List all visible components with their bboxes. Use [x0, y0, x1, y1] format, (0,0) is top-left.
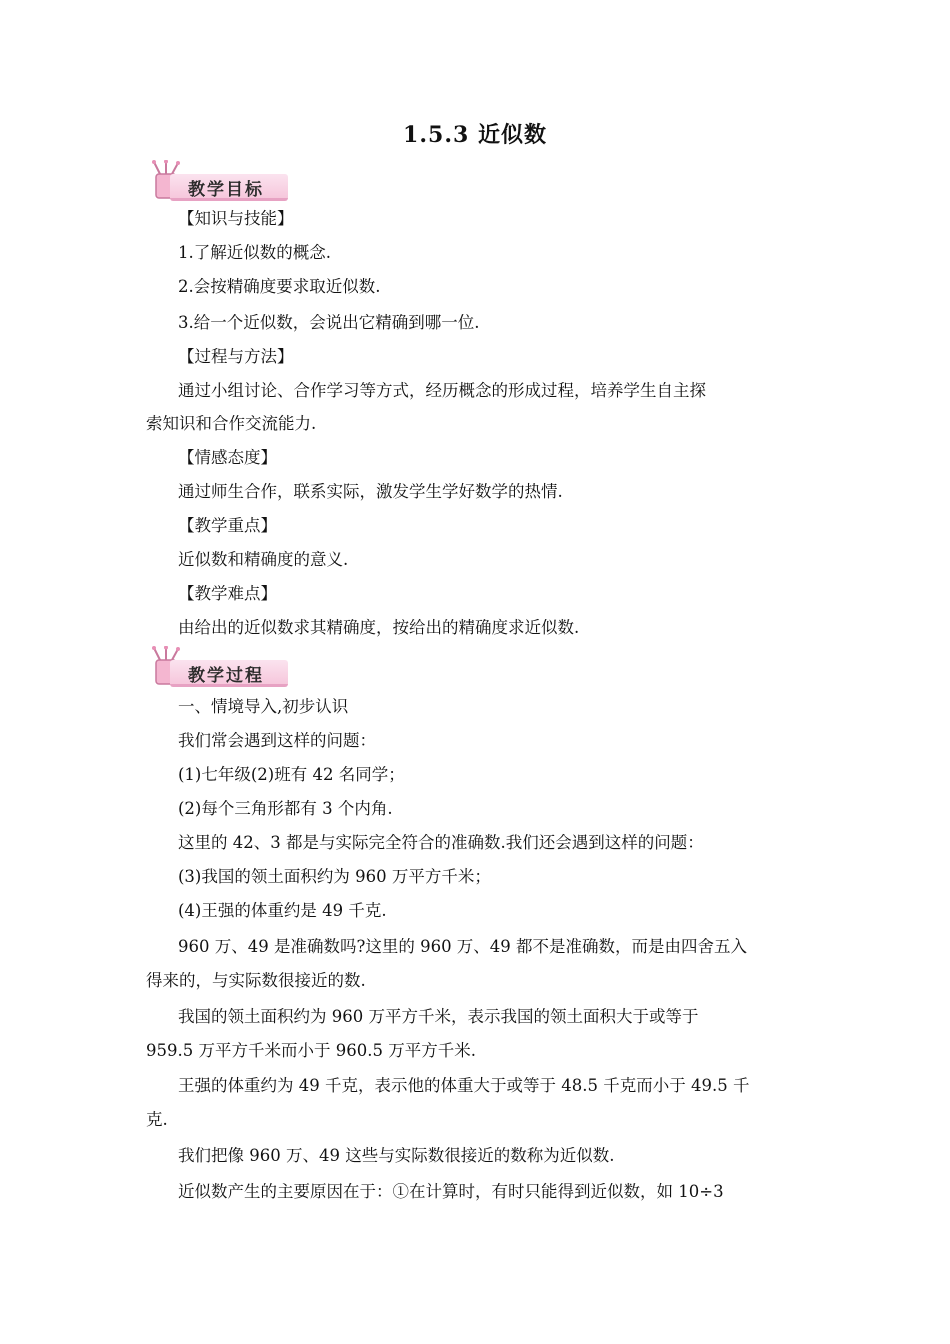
goals-heading: 教学目标	[188, 180, 264, 200]
goals-line: 通过小组讨论、合作学习等方式，经历概念的形成过程，培养学生自主探	[178, 381, 706, 400]
goals-line: 1.了解近似数的概念.	[178, 243, 331, 262]
goals-line: 【教学重点】	[178, 516, 277, 535]
section-banner-process	[144, 646, 290, 688]
process-line: 960 万、49 是准确数吗?这里的 960 万、49 都不是准确数，而是由四舍五入	[178, 937, 748, 956]
goals-line: 【知识与技能】	[178, 209, 294, 228]
process-line: (1)七年级(2)班有 42 名同学；	[178, 765, 405, 784]
goals-line: 【情感态度】	[178, 448, 277, 467]
page-title: 1.5.3 近似数	[403, 122, 547, 148]
process-line: 我国的领土面积约为 960 万平方千米，表示我国的领土面积大于或等于	[178, 1007, 699, 1026]
goals-line: 2.会按精确度要求取近似数.	[178, 277, 381, 296]
goals-line: 【过程与方法】	[178, 347, 294, 366]
goals-line: 通过师生合作，联系实际，激发学生学好数学的热情.	[178, 482, 563, 501]
goals-line: 索知识和合作交流能力.	[146, 414, 317, 433]
process-line: 近似数产生的主要原因在于：①在计算时，有时只能得到近似数，如 10÷3	[178, 1182, 724, 1201]
process-line: 我们常会遇到这样的问题：	[178, 731, 376, 750]
goals-line: 近似数和精确度的意义.	[178, 550, 349, 569]
process-line: (2)每个三角形都有 3 个内角.	[178, 799, 393, 818]
process-line: 克.	[146, 1110, 168, 1129]
process-heading: 教学过程	[188, 666, 264, 686]
process-line: 王强的体重约为 49 千克，表示他的体重大于或等于 48.5 千克而小于 49.5 千	[178, 1076, 750, 1095]
process-line: 一、情境导入,初步认识	[178, 697, 349, 716]
process-line: 得来的，与实际数很接近的数.	[146, 971, 366, 990]
process-line: 我们把像 960 万、49 这些与实际数很接近的数称为近似数.	[178, 1146, 615, 1165]
section-banner-goals	[144, 160, 290, 202]
process-line: 这里的 42、3 都是与实际完全符合的准确数.我们还会遇到这样的问题：	[178, 833, 704, 852]
goals-line: 3.给一个近似数，会说出它精确到哪一位.	[178, 313, 480, 332]
process-line: 959.5 万平方千米而小于 960.5 万平方千米.	[146, 1041, 476, 1060]
goals-line: 由给出的近似数求其精确度，按给出的精确度求近似数.	[178, 618, 580, 637]
goals-line: 【教学难点】	[178, 584, 277, 603]
process-line: (3)我国的领土面积约为 960 万平方千米；	[178, 867, 491, 886]
process-line: (4)王强的体重约是 49 千克.	[178, 901, 387, 920]
